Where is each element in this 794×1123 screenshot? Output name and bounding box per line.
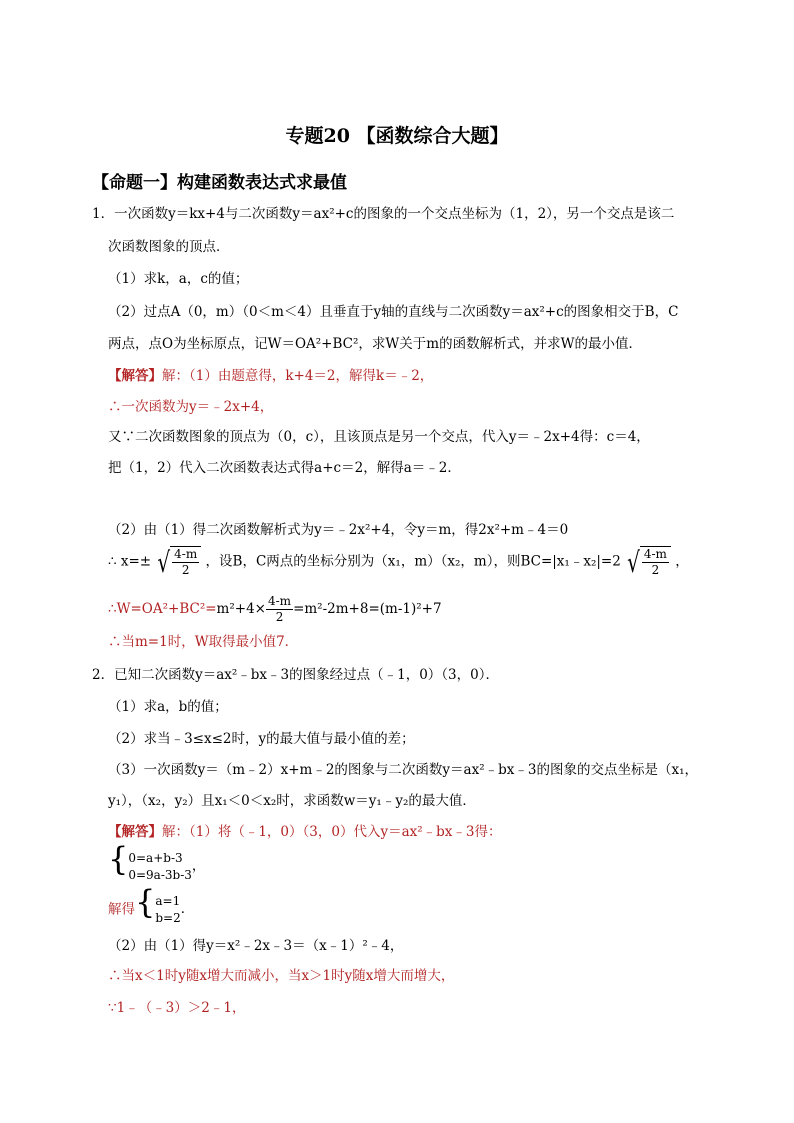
q2-answer-line1 [108, 823, 502, 841]
solution-b: b=2 [155, 910, 181, 925]
q1-part1: （1）求k，a，c的值； [108, 271, 249, 287]
q1-part2-line1: （2）过点A（0，m）（0＜m＜4）且垂直于y轴的直线与二次函数y＝ax²+c的图象相交于B，C [108, 304, 679, 320]
w-fraction-numerator: 4-m [267, 594, 292, 608]
formula-w-fraction [266, 594, 293, 625]
formula-middle: ，设B，C两点的坐标分别为（x₁，m）（x₂，m），则BC=|x₁﹣x₂|=2 [205, 553, 621, 570]
q2-stem-line1: 2．已知二次函数y＝ax²﹣bx﹣3的图象经过点（﹣1，0）（3，0）． [92, 667, 499, 683]
formula-w-part: m²+4× [216, 601, 266, 617]
q1-answer-line5: （2）由（1）得二次函数解析式为y＝﹣2x²+4，令y＝m，得2x²+m﹣4＝0 [108, 522, 569, 538]
q2-answer-line2: （2）由（1）得y＝x²﹣2x﹣3＝（x﹣1）²﹣4， [108, 938, 404, 954]
q1-answer-line8: ∴当m=1时，W取得最小值7． [108, 634, 299, 650]
answer-tag-2: 【解答】 [108, 824, 162, 840]
q1-answer-line4: 把（1，2）代入二次函数表达式得a+c＝2，解得a＝﹣2． [108, 460, 461, 476]
system-eq-2: 0=9a-3b-3 [128, 867, 192, 882]
q2-part3-line1: （3）一次函数y＝（m﹣2）x+m﹣2的图象与二次函数y＝ax²﹣bx﹣3的图象的交点坐标是（x₁， [108, 762, 698, 778]
solve-label: 解得 [108, 901, 135, 918]
sqrt-expression: √ $\frac{4-m}{2}$ [157, 546, 201, 578]
section-heading: 【命题一】构建函数表达式求最值 [92, 173, 347, 193]
q2-answer-line4: ∵1﹣（﹣3）＞2﹣1， [108, 1000, 246, 1016]
system-comma: ， [191, 858, 206, 874]
fraction-numerator-2: 4-m [643, 547, 667, 561]
q2-answer-line3: ∴当x＜1时y随x增大而减小，当x＞1时y随x增大而增大， [108, 968, 455, 984]
answer-text-2: 解：（1）将（﹣1，0）（3，0）代入y＝ax²﹣bx﹣3得： [162, 824, 502, 840]
q1-answer-line2: ∴一次函数为y＝﹣2x+4， [108, 399, 274, 415]
fraction-denominator: 2 [181, 563, 190, 577]
left-brace-icon: { [108, 840, 129, 878]
q2-equation-system [108, 840, 206, 884]
sqrt-expression-2: √ $\frac{4-m}{2}$ [627, 546, 671, 578]
solution-period: ． [180, 901, 195, 917]
q2-part3-line2: y₁），（x₂，y₂）且x₁＜0＜x₂时，求函数w＝y₁﹣y₂的最大值． [108, 793, 476, 809]
solution-a: a=1 [155, 893, 181, 908]
q1-answer-line3: 又∵二次函数图象的顶点为（0，c），且该顶点是另一个交点，代入y＝﹣2x+4得：c＝4， [108, 429, 650, 445]
fraction-numerator: 4-m [174, 547, 198, 561]
fraction-denominator-2: 2 [651, 563, 660, 577]
solution-lines [155, 893, 180, 927]
page-title: 专题20 【函数综合大题】 [285, 125, 509, 147]
answer-tag: 【解答】 [108, 368, 162, 384]
q1-answer-line1 [108, 367, 433, 385]
answer-text: 解：（1）由题意得，k+4＝2，解得k＝﹣2， [162, 368, 434, 384]
q1-stem-line1: 1．一次函数y＝kx+4与二次函数y＝ax²+c的图象的一个交点坐标为（1，2），另一个交点是该二 [92, 206, 675, 222]
left-brace-icon-2: { [135, 883, 156, 921]
q2-part1: （1）求a，b的值； [108, 699, 228, 715]
formula-w-prefix: ∴W=OA²+BC²= [108, 601, 217, 617]
q2-solution-system [108, 883, 195, 927]
q2-part2: （2）求当﹣3≤x≤2时，y的最大值与最小值的差； [108, 731, 415, 747]
q1-part2-line2: 两点，点O为坐标原点，记W＝OA²+BC²，求W关于m的函数解析式，并求W的最小值． [108, 336, 642, 352]
system-lines [128, 850, 192, 884]
q1-answer-line6 [108, 546, 689, 578]
formula-end: ， [675, 553, 689, 570]
q1-answer-line7 [108, 594, 442, 625]
formula-prefix: ∴ x=± [108, 553, 152, 570]
w-fraction-denominator: 2 [275, 610, 284, 624]
q1-stem-line2: 次函数图象的顶点． [108, 239, 230, 255]
formula-w-rest: =m²-2m+8=(m-1)²+7 [293, 601, 442, 617]
system-eq-1: 0=a+b-3 [128, 850, 183, 865]
